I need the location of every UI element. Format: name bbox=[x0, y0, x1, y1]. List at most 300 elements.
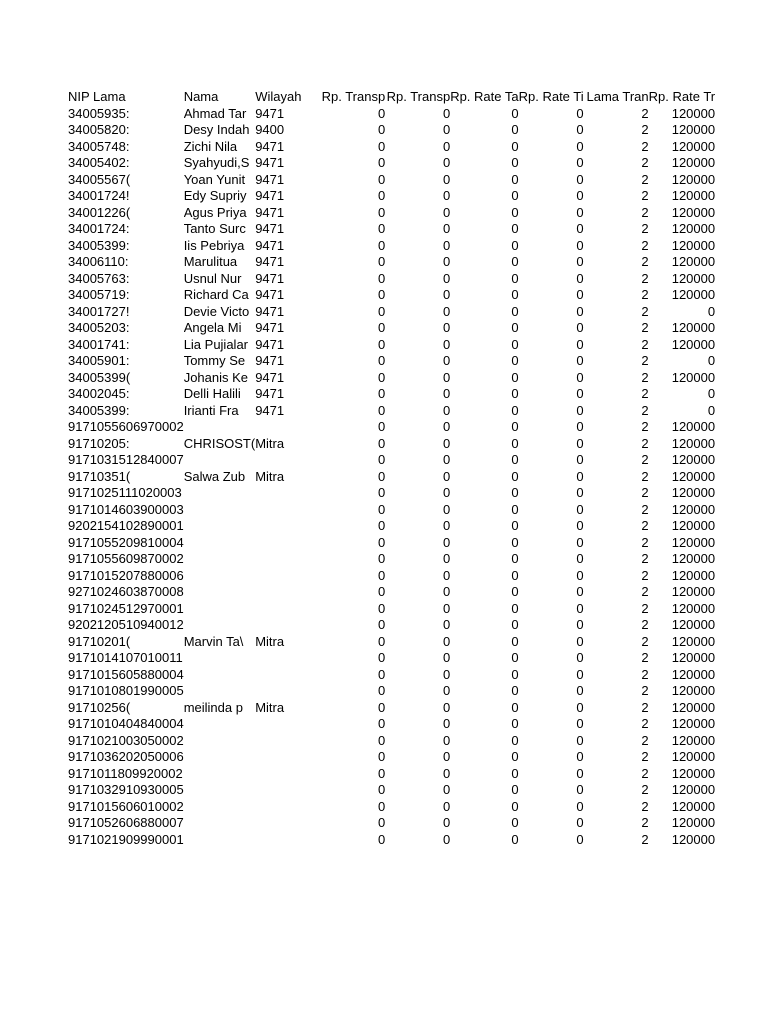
rp-transp-1-cell: 0 bbox=[377, 287, 386, 302]
rp-rate-tr-cell: 120000 bbox=[671, 567, 716, 583]
wilayah-cell bbox=[255, 535, 320, 552]
header-nip-lama: NIP Lama bbox=[68, 89, 126, 104]
header-rp-rate-ta: Rp. Rate Ta bbox=[450, 89, 519, 104]
lama-tran-cell: 2 bbox=[641, 402, 649, 418]
wilayah-cell bbox=[255, 518, 320, 535]
rp-rate-ti-cell: 0 bbox=[576, 831, 584, 847]
rp-rate-tr-cell: 120000 bbox=[671, 188, 716, 203]
rp-transp-2-cell: 0 bbox=[442, 204, 451, 220]
rp-rate-ta-cell: 0 bbox=[511, 650, 519, 665]
rp-transp-1-cell: 0 bbox=[377, 402, 386, 418]
nip-lama-cell: 9171025111020003 bbox=[68, 485, 182, 500]
nip-lama-cell: 34005748: bbox=[68, 138, 130, 154]
rp-rate-ti-cell: 0 bbox=[576, 716, 584, 731]
nama-cell bbox=[184, 832, 256, 849]
rp-rate-ta-cell: 0 bbox=[511, 666, 519, 682]
nip-lama-cell: 91710201( bbox=[68, 633, 131, 649]
rp-rate-ti-cell: 0 bbox=[576, 749, 584, 764]
table-body bbox=[68, 106, 715, 849]
rp-transp-2-cell: 0 bbox=[442, 369, 451, 385]
rp-rate-ta-cell: 0 bbox=[511, 419, 519, 434]
wilayah-cell bbox=[255, 419, 320, 436]
rp-rate-ti-cell: 0 bbox=[576, 320, 584, 335]
rp-rate-tr-cell: 120000 bbox=[671, 369, 716, 385]
wilayah-cell: Mitra bbox=[255, 435, 285, 451]
nip-lama-cell: 9171015207880006 bbox=[68, 567, 184, 583]
table-row bbox=[68, 106, 715, 123]
rp-transp-2-cell: 0 bbox=[442, 782, 451, 797]
table-row bbox=[68, 172, 715, 189]
nama-cell: Devie Victo bbox=[183, 303, 250, 319]
wilayah-cell: 9471 bbox=[255, 138, 285, 154]
rp-rate-tr-cell: 120000 bbox=[671, 171, 716, 187]
rp-rate-tr-cell: 120000 bbox=[671, 683, 716, 698]
nama-cell: Angela Mi bbox=[183, 320, 242, 335]
table-row bbox=[68, 568, 715, 585]
nip-lama-cell: 9171055209810004 bbox=[68, 534, 184, 550]
wilayah-cell: 9471 bbox=[255, 171, 285, 187]
rp-transp-2-cell: 0 bbox=[442, 353, 451, 368]
table-row bbox=[68, 551, 715, 568]
nip-lama-cell: 9171052606880007 bbox=[68, 815, 184, 830]
rp-transp-1-cell: 0 bbox=[377, 353, 386, 368]
nip-lama-cell: 9171014107010011 bbox=[68, 650, 183, 665]
rp-rate-ta-cell: 0 bbox=[511, 303, 519, 319]
lama-tran-cell: 2 bbox=[641, 518, 649, 533]
wilayah-cell: 9471 bbox=[255, 353, 285, 368]
nama-cell: Delli Halili bbox=[183, 386, 241, 401]
rp-transp-2-cell: 0 bbox=[442, 171, 451, 187]
rp-rate-ta-cell: 0 bbox=[511, 270, 519, 286]
rp-rate-ta-cell: 0 bbox=[511, 567, 519, 583]
rp-rate-ti-cell: 0 bbox=[576, 171, 584, 187]
wilayah-cell: 9471 bbox=[255, 254, 285, 269]
table-row bbox=[68, 815, 715, 832]
rp-rate-ta-cell: 0 bbox=[511, 369, 519, 385]
table-row bbox=[68, 452, 715, 469]
rp-rate-tr-cell: 120000 bbox=[671, 221, 716, 236]
rp-rate-ta-cell: 0 bbox=[511, 633, 519, 649]
rp-rate-tr-cell: 0 bbox=[707, 386, 716, 401]
lama-tran-cell: 2 bbox=[641, 287, 649, 302]
rp-rate-tr-cell: 120000 bbox=[671, 782, 716, 797]
nip-lama-cell: 9171036202050006 bbox=[68, 749, 184, 764]
nama-cell bbox=[184, 815, 256, 832]
rp-rate-tr-cell: 120000 bbox=[671, 468, 716, 484]
spreadsheet-table bbox=[68, 89, 715, 848]
rp-rate-tr-cell: 120000 bbox=[671, 831, 716, 847]
table-row bbox=[68, 403, 715, 420]
rp-rate-tr-cell: 120000 bbox=[671, 237, 716, 253]
rp-rate-ta-cell: 0 bbox=[511, 485, 519, 500]
nip-lama-cell: 34001741: bbox=[68, 336, 130, 352]
lama-tran-cell: 2 bbox=[641, 617, 649, 632]
rp-rate-ti-cell: 0 bbox=[576, 600, 584, 616]
rp-transp-1-cell: 0 bbox=[377, 584, 386, 599]
rp-rate-ta-cell: 0 bbox=[511, 815, 519, 830]
wilayah-cell bbox=[255, 650, 320, 667]
nip-lama-cell: 34005399: bbox=[68, 237, 130, 253]
lama-tran-cell: 2 bbox=[641, 534, 649, 550]
nip-lama-cell: 34005901: bbox=[68, 353, 130, 368]
table-row bbox=[68, 683, 715, 700]
wilayah-cell: 9471 bbox=[255, 105, 285, 121]
rp-transp-1-cell: 0 bbox=[377, 650, 386, 665]
rp-rate-ti-cell: 0 bbox=[576, 468, 584, 484]
nama-cell bbox=[184, 584, 256, 601]
nama-cell: Lia Pujialar bbox=[183, 336, 249, 352]
wilayah-cell: Mitra bbox=[255, 699, 285, 715]
nip-lama-cell: 9171011809920002 bbox=[68, 765, 183, 781]
table-row bbox=[68, 221, 715, 238]
lama-tran-cell: 2 bbox=[641, 452, 649, 467]
table-row bbox=[68, 287, 715, 304]
nama-cell: Syahyudi,S bbox=[183, 155, 250, 170]
wilayah-cell bbox=[255, 832, 320, 849]
rp-rate-ta-cell: 0 bbox=[511, 386, 519, 401]
table-row bbox=[68, 733, 715, 750]
rp-transp-1-cell: 0 bbox=[377, 699, 386, 715]
table-row bbox=[68, 254, 715, 271]
table-row bbox=[68, 370, 715, 387]
rp-transp-1-cell: 0 bbox=[377, 716, 386, 731]
wilayah-cell: 9400 bbox=[255, 122, 285, 137]
lama-tran-cell: 2 bbox=[641, 699, 649, 715]
rp-transp-2-cell: 0 bbox=[442, 452, 451, 467]
rp-rate-ta-cell: 0 bbox=[511, 402, 519, 418]
rp-rate-ti-cell: 0 bbox=[576, 254, 584, 269]
table-row bbox=[68, 386, 715, 403]
rp-rate-ta-cell: 0 bbox=[511, 732, 519, 748]
rp-rate-ta-cell: 0 bbox=[511, 551, 519, 566]
rp-rate-ti-cell: 0 bbox=[576, 617, 584, 632]
wilayah-cell bbox=[255, 452, 320, 469]
header-rp-rate-tr: Rp. Rate Tr bbox=[648, 89, 716, 104]
rp-rate-ta-cell: 0 bbox=[511, 534, 519, 550]
rp-rate-ta-cell: 0 bbox=[511, 452, 519, 467]
table-row bbox=[68, 700, 715, 717]
rp-rate-ti-cell: 0 bbox=[576, 485, 584, 500]
rp-transp-2-cell: 0 bbox=[442, 551, 451, 566]
rp-rate-ta-cell: 0 bbox=[511, 468, 519, 484]
rp-transp-2-cell: 0 bbox=[442, 567, 451, 583]
nip-lama-cell: 34005399( bbox=[68, 369, 131, 385]
nip-lama-cell: 9171055609870002 bbox=[68, 551, 184, 566]
lama-tran-cell: 2 bbox=[641, 386, 649, 401]
lama-tran-cell: 2 bbox=[641, 600, 649, 616]
nip-lama-cell: 9171055606970002 bbox=[68, 419, 184, 434]
rp-rate-ti-cell: 0 bbox=[576, 650, 584, 665]
rp-transp-2-cell: 0 bbox=[442, 633, 451, 649]
nama-cell bbox=[184, 749, 256, 766]
wilayah-cell: Mitra bbox=[255, 468, 285, 484]
header-lama-tran: Lama Tran bbox=[586, 89, 649, 104]
rp-rate-ti-cell: 0 bbox=[576, 386, 584, 401]
lama-tran-cell: 2 bbox=[641, 633, 649, 649]
rp-transp-2-cell: 0 bbox=[442, 501, 451, 517]
rp-transp-1-cell: 0 bbox=[377, 105, 386, 121]
rp-rate-ta-cell: 0 bbox=[511, 765, 519, 781]
rp-rate-tr-cell: 120000 bbox=[671, 435, 716, 451]
rp-transp-2-cell: 0 bbox=[442, 419, 451, 434]
wilayah-cell bbox=[255, 815, 320, 832]
rp-transp-1-cell: 0 bbox=[377, 666, 386, 682]
rp-transp-2-cell: 0 bbox=[442, 534, 451, 550]
lama-tran-cell: 2 bbox=[641, 353, 649, 368]
wilayah-cell bbox=[255, 749, 320, 766]
lama-tran-cell: 2 bbox=[641, 732, 649, 748]
table-row bbox=[68, 353, 715, 370]
rp-rate-ta-cell: 0 bbox=[511, 699, 519, 715]
lama-tran-cell: 2 bbox=[641, 749, 649, 764]
rp-rate-ti-cell: 0 bbox=[576, 518, 584, 533]
rp-rate-ti-cell: 0 bbox=[576, 237, 584, 253]
rp-transp-1-cell: 0 bbox=[377, 237, 386, 253]
rp-transp-1-cell: 0 bbox=[377, 815, 386, 830]
nama-cell bbox=[184, 502, 256, 519]
lama-tran-cell: 2 bbox=[641, 468, 649, 484]
wilayah-cell: 9471 bbox=[255, 287, 285, 302]
wilayah-cell bbox=[255, 617, 320, 634]
table-row bbox=[68, 485, 715, 502]
nama-cell: CHRISOST( bbox=[183, 435, 256, 451]
rp-rate-ta-cell: 0 bbox=[511, 501, 519, 517]
rp-rate-ti-cell: 0 bbox=[576, 336, 584, 352]
header-rp-rate-ti: Rp. Rate Ti bbox=[518, 89, 584, 104]
table-row bbox=[68, 419, 715, 436]
lama-tran-cell: 2 bbox=[641, 765, 649, 781]
lama-tran-cell: 2 bbox=[641, 485, 649, 500]
wilayah-cell: 9471 bbox=[255, 221, 285, 236]
rp-transp-2-cell: 0 bbox=[442, 155, 451, 170]
rp-transp-1-cell: 0 bbox=[377, 138, 386, 154]
rp-rate-tr-cell: 120000 bbox=[671, 485, 716, 500]
lama-tran-cell: 2 bbox=[641, 782, 649, 797]
rp-rate-ti-cell: 0 bbox=[576, 501, 584, 517]
nama-cell bbox=[184, 452, 256, 469]
wilayah-cell: 9471 bbox=[255, 204, 285, 220]
nama-cell: Irianti Fra bbox=[183, 402, 239, 418]
lama-tran-cell: 2 bbox=[641, 435, 649, 451]
nama-cell bbox=[184, 485, 256, 502]
nip-lama-cell: 34005399: bbox=[68, 402, 130, 418]
table-row bbox=[68, 155, 715, 172]
lama-tran-cell: 2 bbox=[641, 650, 649, 665]
rp-rate-ta-cell: 0 bbox=[511, 155, 519, 170]
nip-lama-cell: 9171032910930005 bbox=[68, 782, 184, 797]
rp-transp-1-cell: 0 bbox=[377, 155, 386, 170]
nama-cell: Usnul Nur bbox=[183, 270, 242, 286]
rp-transp-2-cell: 0 bbox=[442, 716, 451, 731]
lama-tran-cell: 2 bbox=[641, 683, 649, 698]
rp-transp-2-cell: 0 bbox=[442, 254, 451, 269]
rp-rate-ti-cell: 0 bbox=[576, 287, 584, 302]
rp-rate-ti-cell: 0 bbox=[576, 782, 584, 797]
rp-transp-1-cell: 0 bbox=[377, 534, 386, 550]
rp-rate-tr-cell: 120000 bbox=[671, 716, 716, 731]
nip-lama-cell: 34002045: bbox=[68, 386, 130, 401]
nama-cell bbox=[184, 667, 256, 684]
rp-rate-ta-cell: 0 bbox=[511, 171, 519, 187]
nip-lama-cell: 34001724: bbox=[68, 221, 130, 236]
wilayah-cell bbox=[255, 766, 320, 783]
lama-tran-cell: 2 bbox=[641, 666, 649, 682]
rp-transp-1-cell: 0 bbox=[377, 320, 386, 335]
rp-transp-2-cell: 0 bbox=[442, 386, 451, 401]
table-row bbox=[68, 749, 715, 766]
lama-tran-cell: 2 bbox=[641, 221, 649, 236]
wilayah-cell bbox=[255, 716, 320, 733]
rp-rate-ta-cell: 0 bbox=[511, 617, 519, 632]
nama-cell bbox=[184, 617, 256, 634]
rp-rate-tr-cell: 120000 bbox=[671, 320, 716, 335]
wilayah-cell: 9471 bbox=[255, 320, 285, 335]
nip-lama-cell: 34005402: bbox=[68, 155, 130, 170]
nama-cell: Johanis Ke bbox=[183, 369, 249, 385]
rp-transp-1-cell: 0 bbox=[377, 518, 386, 533]
lama-tran-cell: 2 bbox=[641, 798, 649, 814]
lama-tran-cell: 2 bbox=[641, 254, 649, 269]
rp-rate-tr-cell: 120000 bbox=[671, 815, 716, 830]
rp-rate-ti-cell: 0 bbox=[576, 188, 584, 203]
nama-cell bbox=[184, 650, 256, 667]
rp-rate-tr-cell: 120000 bbox=[671, 336, 716, 352]
rp-rate-ta-cell: 0 bbox=[511, 716, 519, 731]
rp-transp-1-cell: 0 bbox=[377, 501, 386, 517]
rp-transp-1-cell: 0 bbox=[377, 765, 386, 781]
rp-transp-2-cell: 0 bbox=[442, 402, 451, 418]
rp-rate-ti-cell: 0 bbox=[576, 353, 584, 368]
lama-tran-cell: 2 bbox=[641, 501, 649, 517]
rp-rate-tr-cell: 120000 bbox=[671, 452, 716, 467]
nip-lama-cell: 9202154102890001 bbox=[68, 518, 184, 533]
nip-lama-cell: 91710256( bbox=[68, 699, 131, 715]
table-row bbox=[68, 271, 715, 288]
lama-tran-cell: 2 bbox=[641, 419, 649, 434]
rp-rate-tr-cell: 120000 bbox=[671, 765, 716, 781]
nip-lama-cell: 34001727! bbox=[68, 303, 130, 319]
lama-tran-cell: 2 bbox=[641, 122, 649, 137]
rp-transp-1-cell: 0 bbox=[377, 386, 386, 401]
header-nama: Nama bbox=[183, 89, 219, 104]
rp-rate-tr-cell: 0 bbox=[707, 353, 716, 368]
rp-rate-ti-cell: 0 bbox=[576, 815, 584, 830]
nama-cell: Tommy Se bbox=[183, 353, 246, 368]
rp-rate-ti-cell: 0 bbox=[576, 204, 584, 220]
nip-lama-cell: 9171014603900003 bbox=[68, 501, 184, 517]
nama-cell bbox=[184, 733, 256, 750]
rp-rate-tr-cell: 120000 bbox=[671, 138, 716, 154]
nip-lama-cell: 91710205: bbox=[68, 435, 130, 451]
lama-tran-cell: 2 bbox=[641, 303, 649, 319]
rp-rate-tr-cell: 120000 bbox=[671, 419, 716, 434]
rp-transp-2-cell: 0 bbox=[442, 650, 451, 665]
rp-rate-ta-cell: 0 bbox=[511, 138, 519, 154]
rp-rate-ti-cell: 0 bbox=[576, 551, 584, 566]
rp-transp-2-cell: 0 bbox=[442, 320, 451, 335]
wilayah-cell: 9471 bbox=[255, 155, 285, 170]
wilayah-cell: 9471 bbox=[255, 270, 285, 286]
rp-transp-2-cell: 0 bbox=[442, 584, 451, 599]
nip-lama-cell: 9171031512840007 bbox=[68, 452, 184, 467]
rp-rate-tr-cell: 120000 bbox=[671, 204, 716, 220]
rp-rate-tr-cell: 120000 bbox=[671, 254, 716, 269]
header-rp-transp-1: Rp. Transp bbox=[321, 89, 386, 104]
rp-transp-2-cell: 0 bbox=[442, 732, 451, 748]
nama-cell bbox=[184, 683, 256, 700]
lama-tran-cell: 2 bbox=[641, 567, 649, 583]
wilayah-cell bbox=[255, 667, 320, 684]
nama-cell: Richard Ca bbox=[183, 287, 249, 302]
wilayah-cell bbox=[255, 584, 320, 601]
table-row bbox=[68, 337, 715, 354]
table-row bbox=[68, 502, 715, 519]
rp-rate-ti-cell: 0 bbox=[576, 122, 584, 137]
rp-transp-1-cell: 0 bbox=[377, 122, 386, 137]
nama-cell bbox=[184, 782, 256, 799]
table-row bbox=[68, 122, 715, 139]
table-row bbox=[68, 650, 715, 667]
table-row bbox=[68, 304, 715, 321]
rp-transp-1-cell: 0 bbox=[377, 188, 386, 203]
rp-transp-2-cell: 0 bbox=[442, 699, 451, 715]
lama-tran-cell: 2 bbox=[641, 551, 649, 566]
lama-tran-cell: 2 bbox=[641, 270, 649, 286]
table-row bbox=[68, 584, 715, 601]
rp-transp-2-cell: 0 bbox=[442, 188, 451, 203]
rp-rate-ta-cell: 0 bbox=[511, 749, 519, 764]
rp-rate-ti-cell: 0 bbox=[576, 732, 584, 748]
rp-transp-2-cell: 0 bbox=[442, 831, 451, 847]
rp-transp-1-cell: 0 bbox=[377, 831, 386, 847]
rp-rate-ta-cell: 0 bbox=[511, 105, 519, 121]
rp-rate-tr-cell: 120000 bbox=[671, 501, 716, 517]
rp-rate-ti-cell: 0 bbox=[576, 270, 584, 286]
rp-rate-tr-cell: 120000 bbox=[671, 732, 716, 748]
rp-rate-ta-cell: 0 bbox=[511, 320, 519, 335]
table-row bbox=[68, 469, 715, 486]
nip-lama-cell: 34005820: bbox=[68, 122, 130, 137]
table-row bbox=[68, 436, 715, 453]
rp-transp-2-cell: 0 bbox=[442, 138, 451, 154]
nip-lama-cell: 34005763: bbox=[68, 270, 130, 286]
rp-transp-1-cell: 0 bbox=[377, 419, 386, 434]
rp-transp-2-cell: 0 bbox=[442, 666, 451, 682]
rp-transp-1-cell: 0 bbox=[377, 749, 386, 764]
lama-tran-cell: 2 bbox=[641, 336, 649, 352]
rp-transp-2-cell: 0 bbox=[442, 815, 451, 830]
rp-transp-2-cell: 0 bbox=[442, 270, 451, 286]
rp-transp-1-cell: 0 bbox=[377, 782, 386, 797]
nip-lama-cell: 34001724! bbox=[68, 188, 130, 203]
rp-rate-tr-cell: 120000 bbox=[671, 518, 716, 533]
lama-tran-cell: 2 bbox=[641, 171, 649, 187]
rp-rate-tr-cell: 120000 bbox=[671, 155, 716, 170]
rp-rate-ta-cell: 0 bbox=[511, 188, 519, 203]
table-row bbox=[68, 320, 715, 337]
wilayah-cell bbox=[255, 551, 320, 568]
header-row bbox=[68, 89, 715, 106]
wilayah-cell: 9471 bbox=[255, 336, 285, 352]
rp-transp-1-cell: 0 bbox=[377, 254, 386, 269]
wilayah-cell bbox=[255, 568, 320, 585]
table-row bbox=[68, 535, 715, 552]
rp-rate-tr-cell: 120000 bbox=[671, 600, 716, 616]
nama-cell: Ahmad Tar bbox=[183, 105, 247, 121]
rp-rate-ti-cell: 0 bbox=[576, 435, 584, 451]
nama-cell bbox=[184, 799, 256, 816]
rp-transp-2-cell: 0 bbox=[442, 287, 451, 302]
